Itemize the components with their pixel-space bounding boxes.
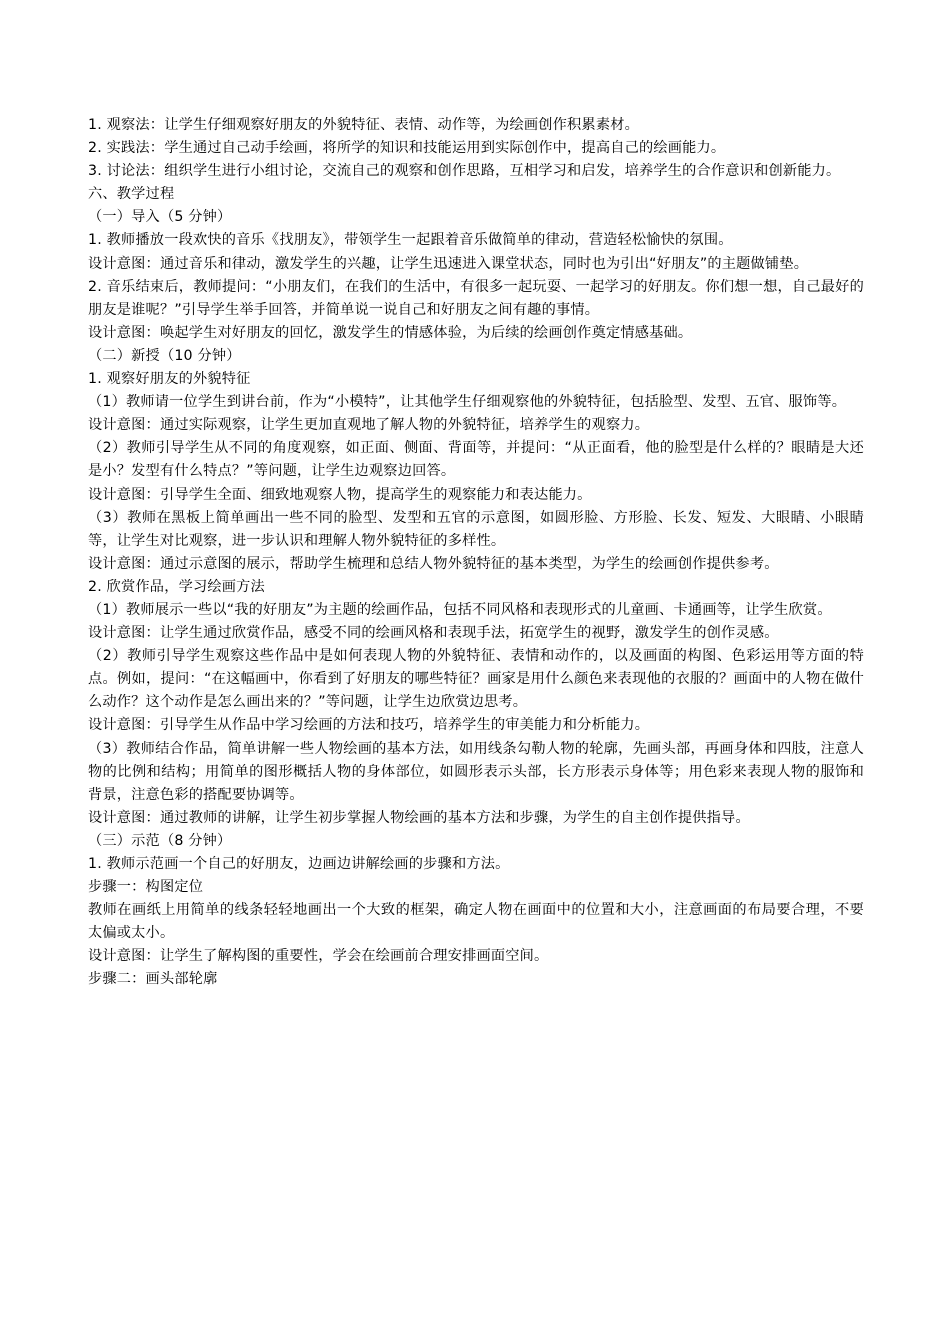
step-heading-head-outline: 步骤二：画头部轮廓 (88, 971, 218, 988)
item-heading-appreciate-works: 2. 欣赏作品，学习绘画方法 (88, 578, 265, 595)
paragraph-step: 教师在画纸上用简单的线条轻轻地画出一个大致的框架，确定人物在画面中的位置和大小，注意画面的布局要合理，不要太偏或太小。 (88, 902, 864, 942)
step-heading-composition: 步骤一：构图定位 (88, 879, 204, 896)
paragraph-design-intent: 设计意图：通过音乐和律动，激发学生的兴趣，让学生迅速进入课堂状态，同时也为引出“好朋友”的主题做铺垫。 (88, 255, 809, 272)
paragraph-step: （2）教师引导学生观察这些作品中是如何表现人物的外貌特征、表情和动作的，以及画面的构图、色彩运用等方面的特点。例如，提问：“在这幅画中，你看到了好朋友的哪些特征？画家是用什么颜色来表现他的衣服的？画面中的人物在做什么动作？这个动作是怎么画出来的？”等问题，让学生边欣赏边思考。 (88, 648, 864, 711)
paragraph-design-intent: 设计意图：通过教师的讲解，让学生初步掌握人物绘画的基本方法和步骤，为学生的自主创作提供指导。 (88, 809, 750, 826)
paragraph-method-practice: 2. 实践法：学生通过自己动手绘画，将所学的知识和技能运用到实际创作中，提高自己的绘画能力。 (88, 140, 726, 157)
document-page (88, 114, 864, 992)
subsection-heading-new-lesson: （二）新授（10 分钟） (88, 347, 241, 364)
paragraph-design-intent: 设计意图：让学生通过欣赏作品，感受不同的绘画风格和表现手法，拓宽学生的视野，激发学生的创作灵感。 (88, 625, 779, 642)
paragraph-step: （2）教师引导学生从不同的角度观察，如正面、侧面、背面等，并提问：“从正面看，他的脸型是什么样的？眼睛是大还是小？发型有什么特点？”等问题，让学生边观察边回答。 (88, 440, 864, 480)
paragraph-design-intent: 设计意图：唤起学生对好朋友的回忆，激发学生的情感体验，为后续的绘画创作奠定情感基础。 (88, 324, 693, 341)
paragraph-demo-intro: 1. 教师示范画一个自己的好朋友，边画边讲解绘画的步骤和方法。 (88, 856, 510, 872)
paragraph-design-intent: 设计意图：通过实际观察，让学生更加直观地了解人物的外貌特征，培养学生的观察力。 (88, 417, 650, 434)
paragraph-step: （1）教师展示一些以“我的好朋友”为主题的绘画作品，包括不同风格和表现形式的儿童画、卡通画等，让学生欣赏。 (88, 601, 832, 618)
paragraph-step: （3）教师在黑板上简单画出一些不同的脸型、发型和五官的示意图，如圆形脸、方形脸、长发、短发、大眼睛、小眼睛等，让学生对比观察，进一步认识和理解人物外貌特征的多样性。 (88, 509, 864, 549)
paragraph-design-intent: 设计意图：通过示意图的展示，帮助学生梳理和总结人物外貌特征的基本类型，为学生的绘画创作提供参考。 (88, 555, 779, 572)
section-heading-teaching-process: 六、教学过程 (88, 186, 175, 203)
paragraph-design-intent: 设计意图：引导学生全面、细致地观察人物，提高学生的观察能力和表达能力。 (88, 486, 592, 503)
paragraph-method-observation: 1. 观察法：让学生仔细观察好朋友的外貌特征、表情、动作等，为绘画创作积累素材。 (88, 117, 639, 133)
subsection-heading-demonstration: （三）示范（8 分钟） (88, 832, 232, 849)
paragraph-design-intent: 设计意图：引导学生从作品中学习绘画的方法和技巧，培养学生的审美能力和分析能力。 (88, 717, 650, 734)
paragraph-step: （1）教师请一位学生到讲台前，作为“小模特”，让其他学生仔细观察他的外貌特征，包括脸型、发型、五官、服饰等。 (88, 394, 847, 411)
paragraph-method-discussion: 3. 讨论法：组织学生进行小组讨论，交流自己的观察和创作思路，互相学习和启发，培养学生的合作意识和创新能力。 (88, 163, 841, 180)
paragraph-design-intent: 设计意图：让学生了解构图的重要性，学会在绘画前合理安排画面空间。 (88, 948, 549, 965)
paragraph-step: （3）教师结合作品，简单讲解一些人物绘画的基本方法，如用线条勾勒人物的轮廓，先画头部，再画身体和四肢，注意人物的比例和结构；用简单的图形概括人物的身体部位，如圆形表示头部，长方形表示身体等；用色彩来表现人物的服饰和背景，注意色彩的搭配要协调等。 (88, 740, 864, 803)
subsection-heading-intro: （一）导入（5 分钟） (88, 209, 232, 226)
paragraph-intro-music: 1. 教师播放一段欢快的音乐《找朋友》，带领学生一起跟着音乐做简单的律动，营造轻松愉快的氛围。 (88, 232, 733, 249)
item-heading-observe-features: 1. 观察好朋友的外貌特征 (88, 371, 251, 388)
paragraph-intro-question: 2. 音乐结束后，教师提问：“小朋友们，在我们的生活中，有很多一起玩耍、一起学习的好朋友。你们想一想，自己最好的朋友是谁呢？”引导学生举手回答，并简单说一说自己和好朋友之间有趣的事情。 (88, 278, 864, 318)
